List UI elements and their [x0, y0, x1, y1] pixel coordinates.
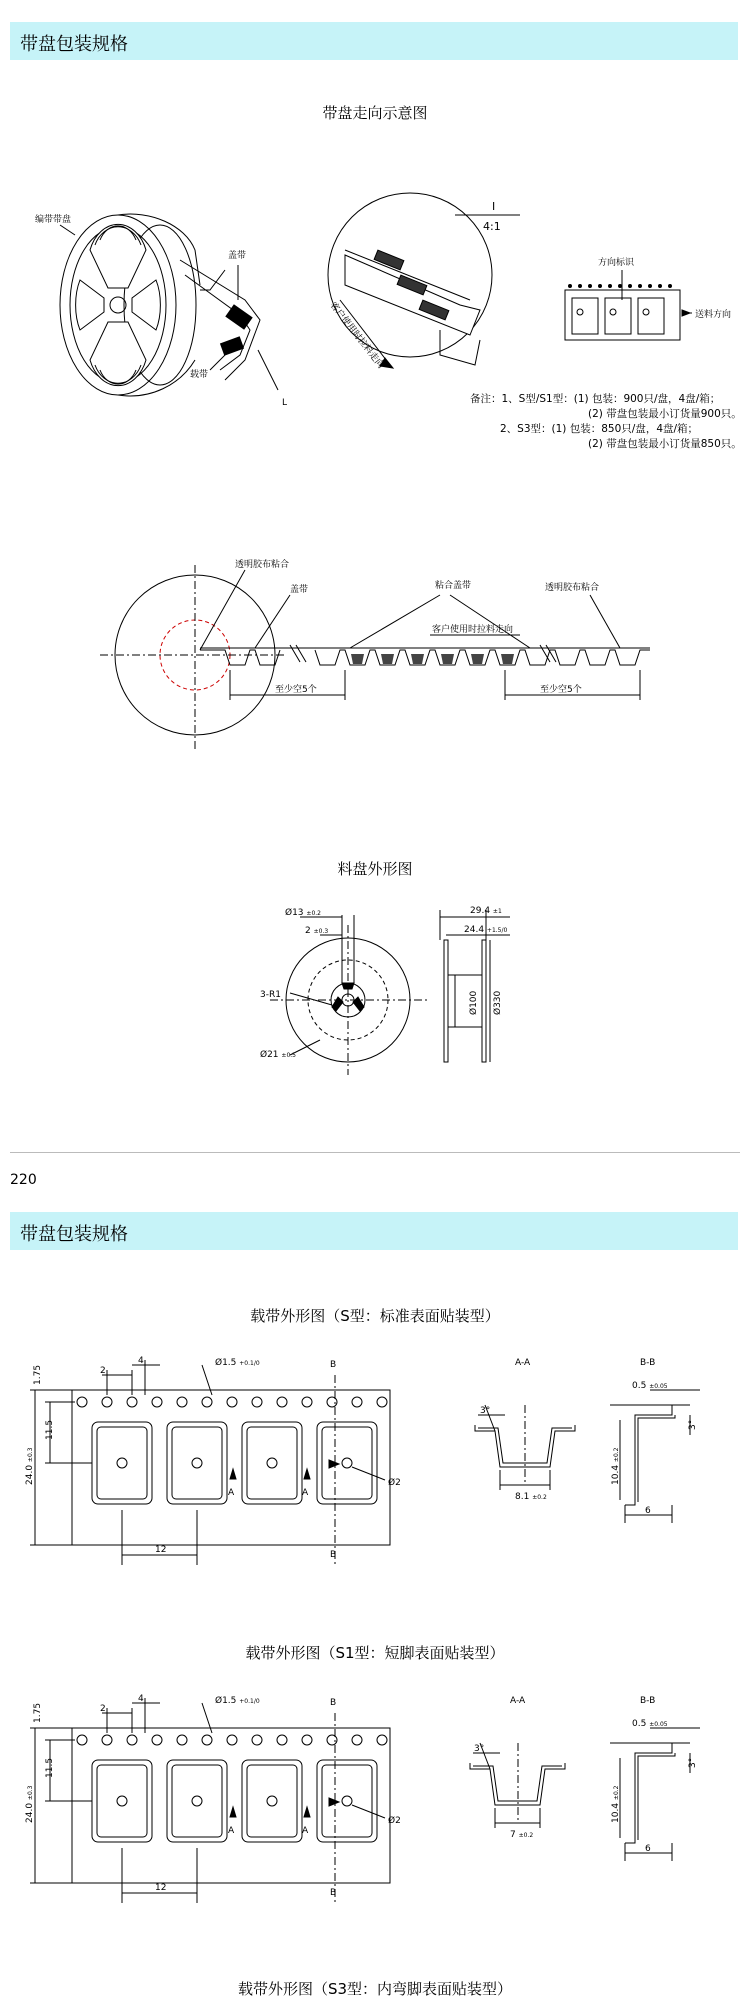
dim-12: 12: [155, 1883, 167, 1893]
svg-text:29.4 ±1: [470, 906, 502, 916]
dim-294: 29.4: [470, 906, 491, 916]
note-line: 备注：1、S型/S1型：(1) 包装：900只/盘，4盘/箱；: [470, 393, 721, 405]
dim-100: Ø100: [469, 990, 479, 1015]
dim-24-tol: ±0.3: [27, 1447, 34, 1463]
section-bb: [610, 1728, 700, 1861]
svg-text:Ø21 ±0.5: [260, 1049, 296, 1060]
carrier-s-diagram: [0, 1345, 750, 1575]
svg-text:10.4 ±0.2: [611, 1785, 621, 1823]
page-number: 220: [10, 1172, 37, 1188]
reel-outline-diagram: [0, 895, 750, 1075]
dim-hole-tol: +0.1/0: [239, 1698, 260, 1705]
dim-10-4-tol: ±0.2: [613, 1785, 620, 1801]
svg-text:10.4 ±0.2: [611, 1447, 621, 1485]
label-clear-tape-2: 透明胶布粘合: [545, 583, 600, 593]
label-section-bb: B-B: [640, 1358, 656, 1368]
dim-21-tol: ±0.5: [281, 1052, 296, 1059]
label-section-aa: A-A: [515, 1358, 531, 1368]
label-scale: 4:1: [483, 220, 501, 233]
label-b-top: B: [330, 1698, 337, 1708]
dim-2: 2: [305, 926, 311, 936]
section-aa: [470, 1743, 565, 1828]
dim-10-4: 10.4: [611, 1464, 621, 1485]
dim-24: 24.0: [25, 1464, 35, 1485]
dim-13-tol: ±0.2: [306, 910, 321, 917]
dim-hole: Ø1.5: [215, 1696, 237, 1706]
dim-10-4-tol: ±0.2: [613, 1447, 620, 1463]
tape-leader-diagram: [0, 550, 750, 780]
dim-pocket-hole: Ø2: [388, 1478, 401, 1488]
dim-0-5-tol: ±0.05: [649, 1383, 668, 1390]
dim-7: 7: [510, 1830, 516, 1840]
section-title: 带盘包装规格: [20, 34, 128, 55]
label-min-empty-1: 至少空5个: [275, 685, 317, 695]
tape-plan-view: [30, 1360, 390, 1565]
label-cover-tape: 盖带: [290, 585, 309, 595]
dim-13: Ø13: [285, 908, 304, 918]
dim-0-5: 0.5: [632, 1719, 647, 1729]
dim-12: 12: [155, 1545, 167, 1555]
svg-text:Ø13 ±0.2: [285, 907, 321, 918]
dim-1-75: 1.75: [33, 1364, 43, 1385]
carrier-s1-title: 载带外形图（S1型：短脚表面贴装型）: [245, 1644, 505, 1662]
section-title-2: 带盘包装规格: [20, 1224, 128, 1245]
label-b-bottom: B: [330, 1888, 337, 1898]
label-section-bb: B-B: [640, 1696, 656, 1706]
dim-3deg-bb: 3°: [688, 1419, 698, 1430]
dim-pocket-hole: Ø2: [388, 1816, 401, 1826]
note-line: (2) 带盘包装最小订货量900只。: [588, 408, 742, 420]
section-bb: [610, 1390, 700, 1523]
dim-244: 24.4: [464, 925, 485, 935]
label-customer-pull: 客户使用时拉料走向: [327, 300, 386, 371]
dim-24-tol: ±0.3: [27, 1785, 34, 1801]
dim-2: 2: [100, 1704, 106, 1714]
dim-7-tol: ±0.2: [518, 1832, 534, 1839]
carrier-s3-title: 载带外形图（S3型：内弯脚表面贴装型）: [237, 1980, 513, 1998]
svg-text:2 ±0.3: [305, 926, 328, 936]
label-feed-direction: 送料方向: [695, 310, 732, 320]
dim-0-5: 0.5: [632, 1381, 647, 1391]
svg-text:Ø1.5 +0.1/0: [215, 1695, 260, 1706]
tape-plan-view: [30, 1698, 390, 1903]
dim-11-5: 11.5: [45, 1419, 55, 1440]
label-carrier: 载带: [190, 370, 209, 380]
dim-3deg: 3°: [474, 1744, 485, 1754]
dim-2: 2: [100, 1366, 106, 1376]
dim-6: 6: [645, 1506, 651, 1516]
section-banner-2: [10, 1212, 738, 1250]
dim-hole: Ø1.5: [215, 1358, 237, 1368]
notes-block: [470, 392, 742, 452]
carrier-s-title: 载带外形图（S型：标准表面贴装型）: [250, 1307, 500, 1325]
dim-330: Ø330: [493, 990, 503, 1015]
dim-1-75: 1.75: [33, 1702, 43, 1723]
label-a-right: A: [302, 1826, 309, 1836]
svg-text:0.5 ±0.05: [632, 1719, 668, 1729]
label-section-aa: A-A: [510, 1696, 526, 1706]
svg-text:24.4 +1.5/0: [464, 925, 508, 935]
section-aa: [475, 1405, 575, 1490]
label-cover: 盖带: [228, 251, 247, 261]
reel-drawing: [60, 214, 260, 396]
label-I: I: [492, 200, 496, 213]
dim-3deg: 3°: [480, 1406, 491, 1416]
label-a-right: A: [302, 1488, 309, 1498]
dim-21: Ø21: [260, 1050, 279, 1060]
dim-24: 24.0: [25, 1802, 35, 1823]
label-a-left: A: [228, 1826, 235, 1836]
svg-text:24.0 ±0.3: [25, 1447, 35, 1485]
reel-outline-title: 料盘外形图: [337, 860, 413, 878]
dim-0-5-tol: ±0.05: [649, 1721, 668, 1728]
svg-text:Ø1.5 +0.1/0: [215, 1357, 260, 1368]
label-direction-mark: 方向标识: [598, 258, 635, 268]
dim-hole-tol: +0.1/0: [239, 1360, 260, 1367]
dim-8-1-tol: ±0.2: [532, 1494, 547, 1501]
dim-3deg-bb: 3°: [688, 1757, 698, 1768]
carrier-s1-diagram: [0, 1683, 750, 1913]
svg-text:8.1 ±0.2: [515, 1492, 547, 1502]
dim-8-1: 8.1: [515, 1492, 530, 1502]
svg-text:24.0 ±0.3: [25, 1785, 35, 1823]
label-b-top: B: [330, 1360, 337, 1370]
dim-6: 6: [645, 1844, 651, 1854]
dim-294-tol: ±1: [492, 908, 502, 915]
label-customer-direction: 客户使用时拉料走向: [432, 625, 514, 635]
zoom-circle: [327, 193, 492, 371]
label-seal-cover: 粘合盖带: [435, 581, 472, 591]
dim-10-4: 10.4: [611, 1802, 621, 1823]
svg-text:7 ±0.2: [510, 1830, 533, 1840]
note-line: 2、S3型：(1) 包装：850只/盘，4盘/箱；: [500, 423, 699, 435]
label-clear-tape-1: 透明胶布粘合: [235, 560, 290, 570]
dim-244-tol: +1.5/0: [486, 927, 508, 934]
label-b-bottom: B: [330, 1550, 337, 1560]
label-L: L: [282, 398, 288, 408]
direction-mark-figure: [565, 270, 692, 340]
label-a-left: A: [228, 1488, 235, 1498]
label-min-empty-2: 至少空5个: [540, 685, 582, 695]
dim-4: 4: [138, 1356, 144, 1366]
note-line: (2) 带盘包装最小订货量850只。: [588, 438, 742, 450]
section-banner: [10, 22, 738, 60]
dim-11-5: 11.5: [45, 1757, 55, 1778]
dim-4: 4: [138, 1694, 144, 1704]
page-divider: [10, 1152, 740, 1153]
svg-text:0.5 ±0.05: [632, 1381, 668, 1391]
dim-2-tol: ±0.3: [313, 928, 329, 935]
direction-diagram-title: 带盘走向示意图: [322, 104, 428, 122]
label-reel: 编带带盘: [35, 215, 72, 225]
dim-r1: 3-R1: [260, 990, 281, 1000]
